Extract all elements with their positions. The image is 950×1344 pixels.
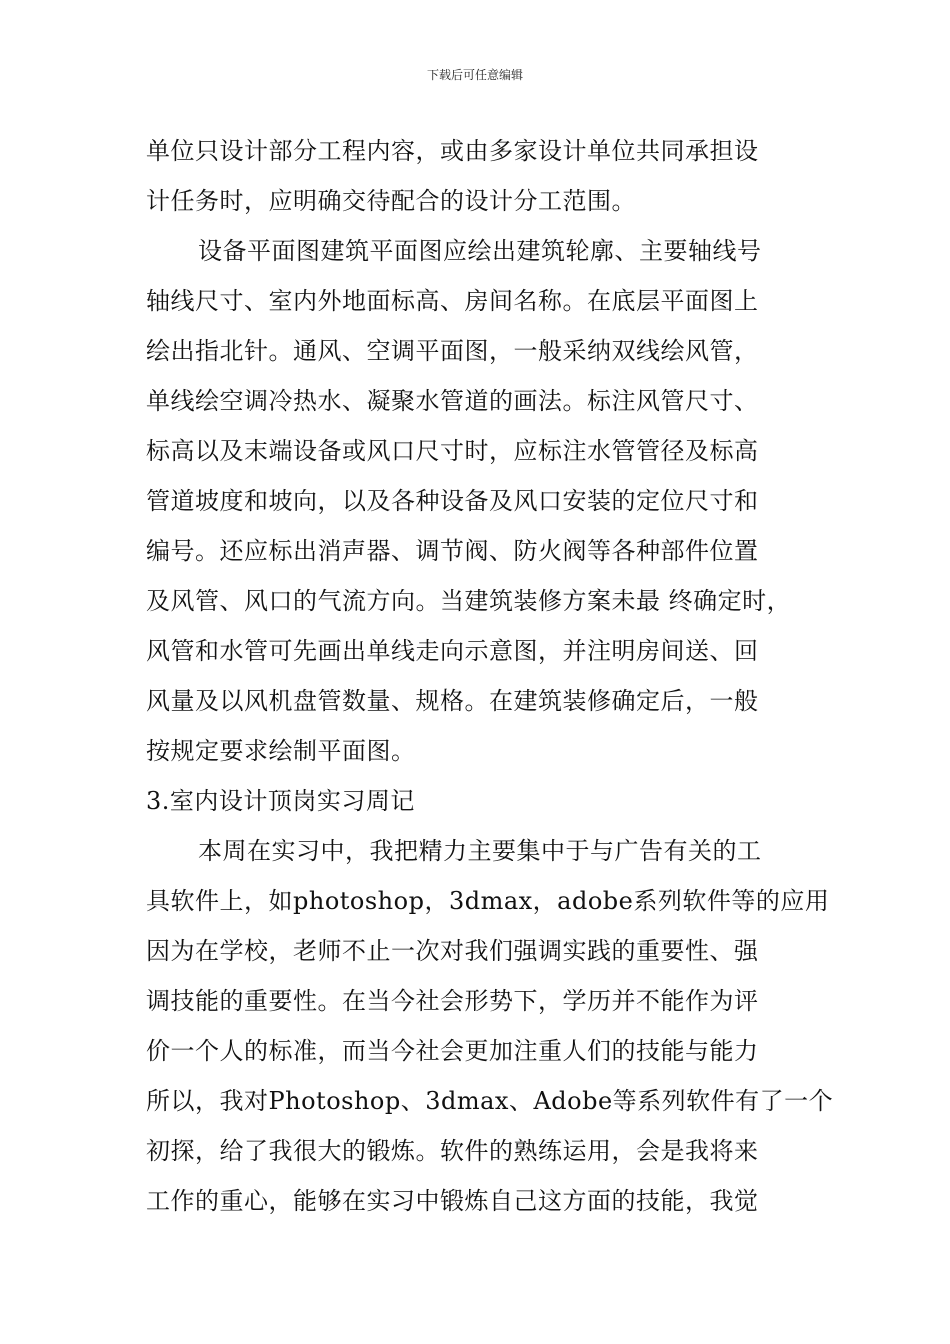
text-line: 管道坡度和坡向，以及各种设备及风口安装的定位尺寸和 (146, 487, 759, 515)
document-body (146, 126, 834, 1226)
text-line: 具软件上，如photoshop，3dmax，adobe系列软件等的应用 (146, 887, 830, 915)
text-line: 风管和水管可先画出单线走向示意图，并注明房间送、回 (146, 637, 759, 665)
text-line: 绘出指北针。通风、空调平面图，一般采纳双线绘风管， (146, 337, 759, 365)
text-line: 单线绘空调冷热水、凝聚水管道的画法。标注风管尺寸、 (146, 387, 759, 415)
text-line: 按规定要求绘制平面图。 (146, 737, 416, 765)
text-line: 初探，给了我很大的锻炼。软件的熟练运用，会是我将来 (146, 1137, 759, 1165)
text-line: 标高以及末端设备或风口尺寸时，应标注水管管径及标高 (146, 437, 759, 465)
page-header: 下载后可任意编辑 (426, 68, 523, 82)
text-line: 价一个人的标准，而当今社会更加注重人们的技能与能力 (146, 1037, 759, 1065)
text-line: 及风管、风口的气流方向。当建筑装修方案未最 终确定时， (146, 587, 792, 615)
paragraph-start-line: 本周在实习中，我把精力主要集中于与广告有关的工 (198, 837, 762, 865)
text-line: 编号。还应标出消声器、调节阀、防火阀等各种部件位置 (146, 537, 759, 565)
section-heading: 3.室内设计顶岗实习周记 (146, 787, 415, 815)
text-line: 单位只设计部分工程内容，或由多家设计单位共同承担设 (146, 137, 759, 165)
text-line: 轴线尺寸、室内外地面标高、房间名称。在底层平面图上 (146, 287, 759, 315)
text-line: 工作的重心，能够在实习中锻炼自己这方面的技能，我觉 (146, 1187, 759, 1215)
text-line: 因为在学校，老师不止一次对我们强调实践的重要性、强 (146, 937, 759, 965)
paragraph-start-line: 设备平面图建筑平面图应绘出建筑轮廓、主要轴线号 (198, 237, 762, 265)
text-line: 计任务时，应明确交待配合的设计分工范围。 (146, 187, 636, 215)
text-line: 风量及以风机盘管数量、规格。在建筑装修确定后，一般 (146, 687, 759, 715)
text-line: 所以，我对Photoshop、3dmax、Adobe等系列软件有了一个 (146, 1087, 834, 1115)
text-line: 调技能的重要性。在当今社会形势下，学历并不能作为评 (146, 987, 759, 1015)
